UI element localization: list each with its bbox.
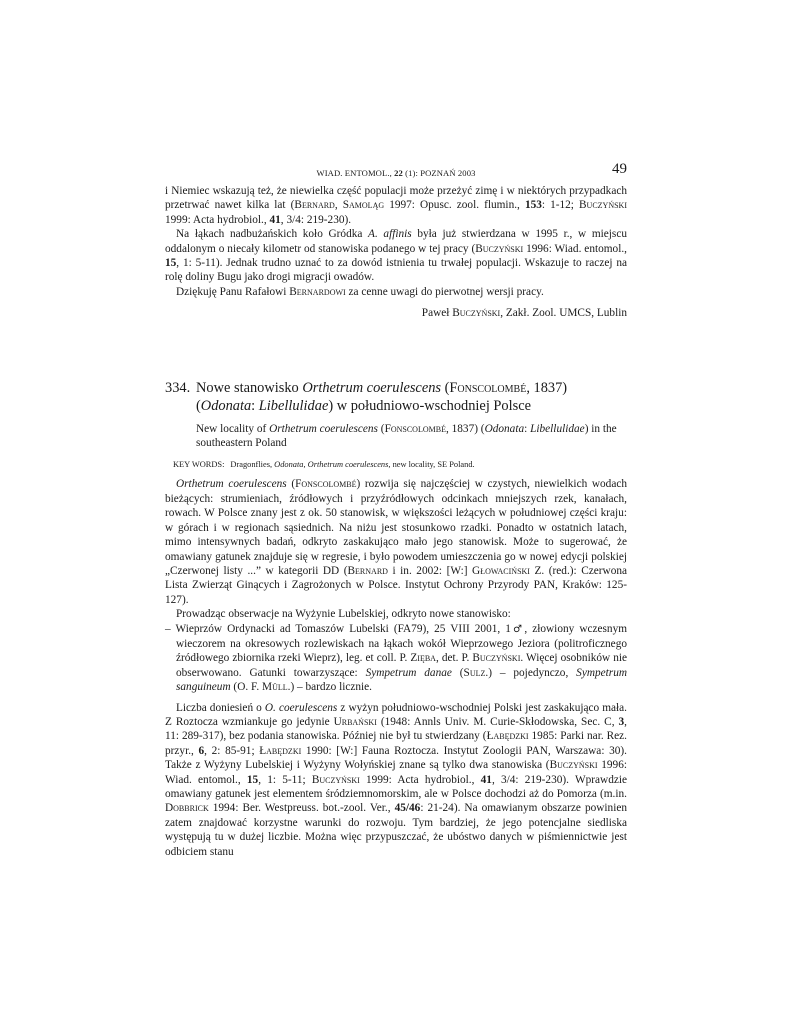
volume-number: 41 <box>480 773 492 786</box>
volume-number: 45/46 <box>394 802 421 815</box>
author-name: Buczyński <box>475 242 524 255</box>
author-name: Urbański <box>333 715 377 728</box>
page-number: 49 <box>612 161 627 177</box>
author-name: Sulz. <box>463 666 489 679</box>
author-name: Buczyński <box>579 199 627 212</box>
article-number: 334. <box>165 379 191 396</box>
keywords-label: KEY WORDS: <box>173 460 225 470</box>
author-name: Buczyński <box>549 759 598 772</box>
author-name: Samoląg <box>342 199 385 212</box>
volume-number: 3 <box>618 715 625 728</box>
paragraph: Na łąkach nadbużańskich koło Gródka A. affinis była już stwierdzana w 1995 r., w miejscu oddalonym o niecały kilometr od stanowiska podanego w tej pracy (Buczyński 1996: Wiad. entomol., 15, 1: 5-11). Jednak trudno uznać to za dowód istnienia tu trwałej populacji. Wskazuje to raczej na rolę doliny Bugu jako drogi migracji owadów. <box>165 228 627 284</box>
male-symbol-icon: ♂ <box>510 623 525 635</box>
volume-number: 15 <box>165 257 177 270</box>
article-title <box>165 379 627 416</box>
locality-record: – Wieprzów Ordynacki ad Tomaszów Lubelski (FA79), 25 VIII 2001, 1♂, złowiony wczesnym wieczorem na okresowych rozlewiskach na łąkach wokół Wieprzowego Jeziora (politroficznego źródłowego zbiornika rzeki Wieprz), leg. et coll. P. Zięba, det. P. Buczyński. Więcej osobników nie obserwowano. Gatunki towarzyszące: Sympetrum danae (Sulz.) – pojedynczo, Sympetrum sanguineum (O. F. Müll.) – bardzo licznie. <box>165 622 628 694</box>
article-title-line: 334. Nowe stanowisko Orthetrum coerulescens (Fonscolombé, 1837) <box>165 379 568 396</box>
order-name: Odonata <box>274 460 304 470</box>
species-name: Orthetrum coerulescens <box>269 422 378 435</box>
paragraph: Orthetrum coerulescens (Fonscolombé) rozwija się najczęściej w czystych, niewielkich wodach bieżących: strumieniach, źródłowych i przyźródłowych odcinkach mniejszych rzek, kanałach, rowach. W Polsce znany jest z ok. 50 stanowisk, w większości leżących w południowej części kraju: w górach i w regionach sąsiednich. Na niżu jest stosunkowo rzadki. Ponadto w ostatnich latach, mimo intensywnych badań, odkryto zaskakująco mało jego stanowisk. Może to sugerować, że omawiany gatunek znajduje się w regresie, i było powodem umieszczenia go w nowej edycji polskiej „Czerwonej listy ...” w kategorii DD (Bernard i in. 2002: [W:] Głowaciński Z. (red.): Czerwona Lista Zwierząt Ginących i Zagrożonych w Polsce. Instytut Ochrony Przyrody PAN, Kraków: 125-127). <box>165 478 628 606</box>
order-name: Odonata <box>200 398 252 415</box>
english-title: New locality of Orthetrum coerulescens (Fonscolombé, 1837) (Odonata: Libellulidae) in the southeastern Poland <box>196 422 617 450</box>
species-name: Orthetrum coerulescens <box>307 460 389 470</box>
author-name: Łabędzki <box>259 744 302 757</box>
species-name: Sympetrum sanguineum <box>176 666 627 694</box>
journal-page <box>165 162 627 859</box>
author-name: Bernard <box>294 199 335 212</box>
author-signature: Paweł Buczyński, Zakł. Zool. UMCS, Lublin <box>421 307 627 320</box>
species-name: Orthetrum coerulescens <box>176 478 287 491</box>
paragraph-continued: i Niemiec wskazują też, że niewielka część populacji może przeżyć zimę i w niektórych przypadkach przetrwać nawet kilka lat (Bernard, Samoląg 1997: Opusc. zool. flumin., 153: 1-12; Buczyński 1999: Acta hydrobiol., 41, 3/4: 219-230). <box>165 185 627 226</box>
author-name: Buczyński <box>452 307 501 320</box>
paragraph: Prowadząc obserwacje na Wyżynie Lubelskiej, odkryto nowe stanowisko: <box>176 608 511 621</box>
journal-name: WIAD. ENTOMOL., <box>316 168 395 178</box>
author-name: Dobbrick <box>165 802 209 815</box>
species-name: O. coerulescens <box>264 701 338 714</box>
author-name: Buczyński <box>311 773 360 786</box>
author-name: Łabędzki <box>486 730 529 743</box>
volume-number: 41 <box>269 213 281 226</box>
acknowledgement: Dziękuję Panu Rafałowi Bernardowi za cenne uwagi do pierwotnej wersji pracy. <box>176 285 544 298</box>
volume-number: 153 <box>524 199 542 212</box>
running-header <box>165 162 627 184</box>
paragraph: Liczba doniesień o O. coerulescens z wyżyn południowo-wschodniej Polski jest zaskakująco mała. Z Roztocza wzmiankuje go jedynie Urbański (1948: Annls Univ. M. Curie-Skłodowska, Sec. C, 3, 11: 289-317), bez podania stanowiska. Później nie był tu stwierdzany (Łabędzki 1985: Parki nar. Rez. przyr., 6, 2: 85-91; Łabędzki 1990: [W:] Fauna Roztocza. Instytut Zoologii PAN, Warszawa: 30). Także z Wyżyny Lubelskiej i Wyżyny Wołyńskiej znane są tylko dwa stanowiska (Buczyński 1996: Wiad. entomol., 15, 1: 5-11; Buczyński 1999: Acta hydrobiol., 41, 3/4: 219-230). Wprawdzie omawiany gatunek jest elementem śródziemnomorskim, ale w Polsce dochodzi aż do Pomorza (m.in. Dobbrick 1994: Ber. Westpreuss. bot.-zool. Ver., 45/46: 21-24). Na omawianym obszarze powinien zatem znajdować korzystne warunki do rozwoju. Tym bardziej, że jego potencjalne siedliska występują tu w dużej liczbie. Można więc przypuszczać, że ubóstwo danych w piśmiennictwie jest odbiciem stanu <box>165 701 628 858</box>
author-name: Fonscolombé <box>295 478 357 491</box>
journal-issue: (1): POZNAŃ 2003 <box>402 168 476 178</box>
journal-citation <box>165 168 627 178</box>
author-name: Głowaciński <box>472 564 530 577</box>
volume-number: 15 <box>246 773 259 786</box>
journal-volume: 22 <box>394 168 403 178</box>
order-name: Odonata <box>484 422 525 435</box>
species-name: A. affinis <box>368 228 412 241</box>
author-name: Zięba <box>410 652 436 665</box>
author-name: Fonscolombé <box>384 422 446 435</box>
author-name: Bernard <box>347 564 388 577</box>
species-name: Sympetrum danae <box>365 666 452 679</box>
author-name: Fonscolombé <box>449 379 527 396</box>
author-name: Müll. <box>262 681 291 694</box>
article-title-line: (Odonata: Libellulidae) w południowo-wschodniej Polsce <box>196 398 531 415</box>
family-name: Libellulidae <box>258 398 329 415</box>
author-name: Bernardowi <box>289 285 346 298</box>
volume-number: 6 <box>198 744 205 757</box>
keywords: KEY WORDS: Dragonflies, Odonata, Orthetrum coerulescens, new locality, SE Poland. <box>173 460 475 470</box>
author-name: Buczyński <box>472 652 521 665</box>
family-name: Libellulidae <box>530 422 585 435</box>
species-name: Orthetrum coerulescens <box>302 379 442 396</box>
